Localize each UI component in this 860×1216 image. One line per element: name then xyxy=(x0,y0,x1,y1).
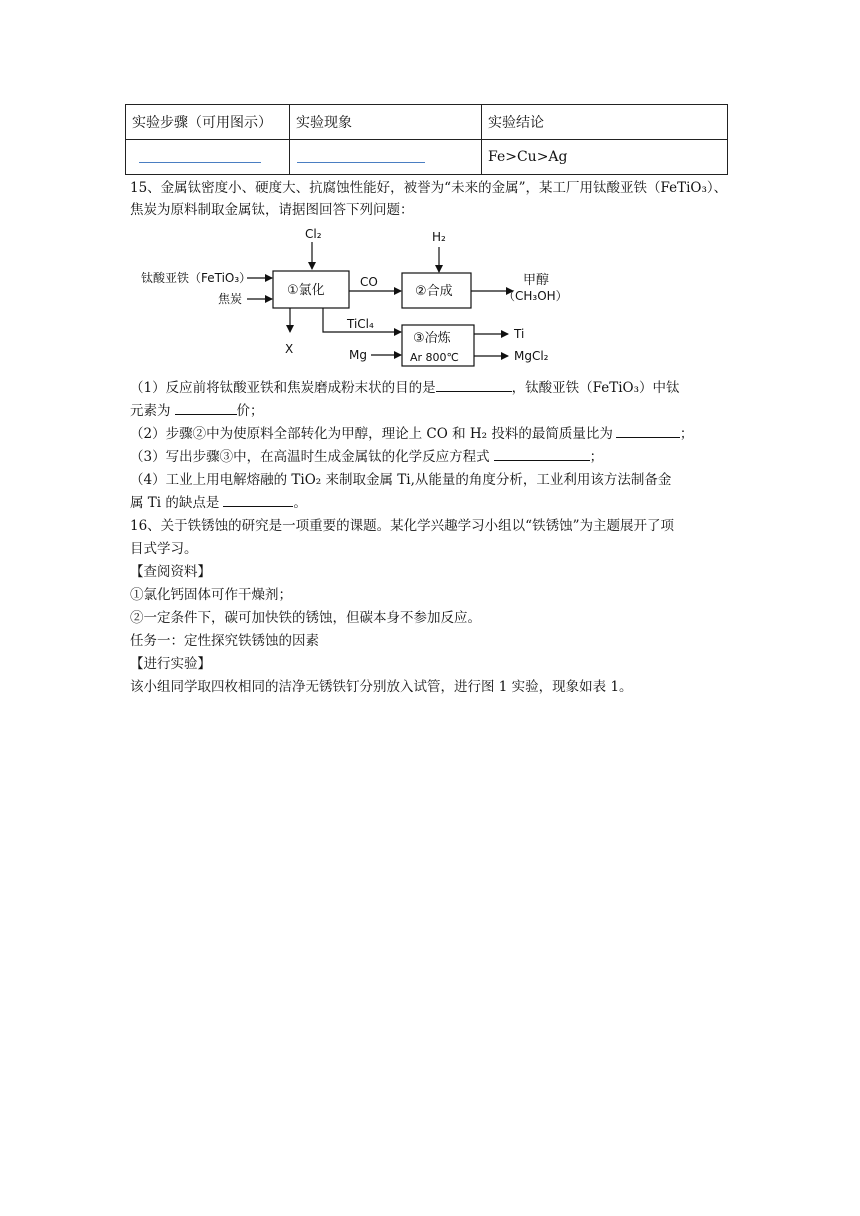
methanol-formula-label: （CH₃OH） xyxy=(503,289,568,303)
mgcl2-output-label: MgCl₂ xyxy=(514,349,549,363)
reference-item-1: ①氯化钙固体可作干燥剂； xyxy=(130,587,292,603)
smelting-condition-label: Ar 800℃ xyxy=(410,351,459,364)
q15-part3: （3）写出步骤③中，在高温时生成金属钛的化学反应方程式 ； xyxy=(130,446,740,469)
q16-line1: 16、关于铁锈蚀的研究是一项重要的课题。某化学兴趣学习小组以“铁锈蚀”为主题展开了项 xyxy=(130,518,674,534)
answer-blank xyxy=(297,162,425,163)
q16-line2: 目式学习。 xyxy=(130,541,198,557)
table-row xyxy=(126,140,728,175)
table-header-row xyxy=(126,105,728,140)
synthesis-label: ②合成 xyxy=(415,284,453,299)
q15-part1-line1: （1）反应前将钛酸亚铁和焦炭磨成粉末状的目的是 ，钛酸亚铁（FeTiO₃）中钛 xyxy=(130,377,740,400)
reference-heading: 【查阅资料】 xyxy=(130,564,211,580)
q15-intro-line1: 15、金属钛密度小、硬度大、抗腐蚀性能好，被誉为“未来的金属”，某工厂用钛酸亚铁（FeTiO₃）、 xyxy=(130,180,728,196)
chlorination-label: ①氯化 xyxy=(287,283,325,298)
experiment-heading: 【进行实验】 xyxy=(130,656,211,672)
table-cell-blank xyxy=(290,140,482,175)
ti-output-label: Ti xyxy=(514,327,525,341)
h2-label: H₂ xyxy=(432,230,446,244)
mg-label: Mg xyxy=(349,348,367,362)
cl2-label: Cl₂ xyxy=(305,227,322,241)
experiment-description: 该小组同学取四枚相同的洁净无锈铁钉分别放入试管，进行图 1 实验，现象如表 1。 xyxy=(130,679,633,695)
table-cell-blank xyxy=(126,140,290,175)
q15-part4-line1: （4）工业上用电解熔融的 TiO₂ 来制取金属 Ti,从能量的角度分析，工业利用该方法制备金 xyxy=(130,472,672,488)
q15-intro-line2: 焦炭为原料制取金属钛，请据图回答下列问题： xyxy=(130,202,414,218)
table-header-cell: 实验现象 xyxy=(290,105,482,140)
q15-part2: （2）步骤②中为使原料全部转化为甲醇，理论上 CO 和 H₂ 投料的最简质量比为 ； xyxy=(130,423,740,446)
q15-part4-line2: 属 Ti 的缺点是 。 xyxy=(130,492,740,515)
task-one-title: 任务一：定性探究铁锈蚀的因素 xyxy=(130,633,319,649)
reference-item-2: ②一定条件下，碳可加快铁的锈蚀，但碳本身不参加反应。 xyxy=(130,610,481,626)
co-label: CO xyxy=(360,275,378,289)
q15-part1-line2: 元素为 价； xyxy=(130,400,740,423)
ticl4-label: TiCl₄ xyxy=(347,317,374,331)
methanol-label: 甲醇 xyxy=(523,273,550,288)
table-cell: Fe>Cu>Ag xyxy=(482,140,728,175)
smelting-label: ③冶炼 xyxy=(413,331,451,346)
answer-blank xyxy=(616,423,680,438)
answer-blank xyxy=(175,400,237,415)
experiment-table xyxy=(125,104,728,175)
answer-blank xyxy=(223,492,293,507)
answer-blank xyxy=(139,162,261,163)
input-fetio3-label: 钛酸亚铁（FeTiO₃） xyxy=(141,271,252,285)
process-flow-diagram xyxy=(130,222,590,372)
answer-blank xyxy=(436,377,512,392)
input-coke-label: 焦炭 xyxy=(218,292,243,306)
answer-blank xyxy=(494,446,590,461)
table-header-cell: 实验步骤（可用图示） xyxy=(126,105,290,140)
x-label: X xyxy=(285,342,294,356)
table-header-cell: 实验结论 xyxy=(482,105,728,140)
